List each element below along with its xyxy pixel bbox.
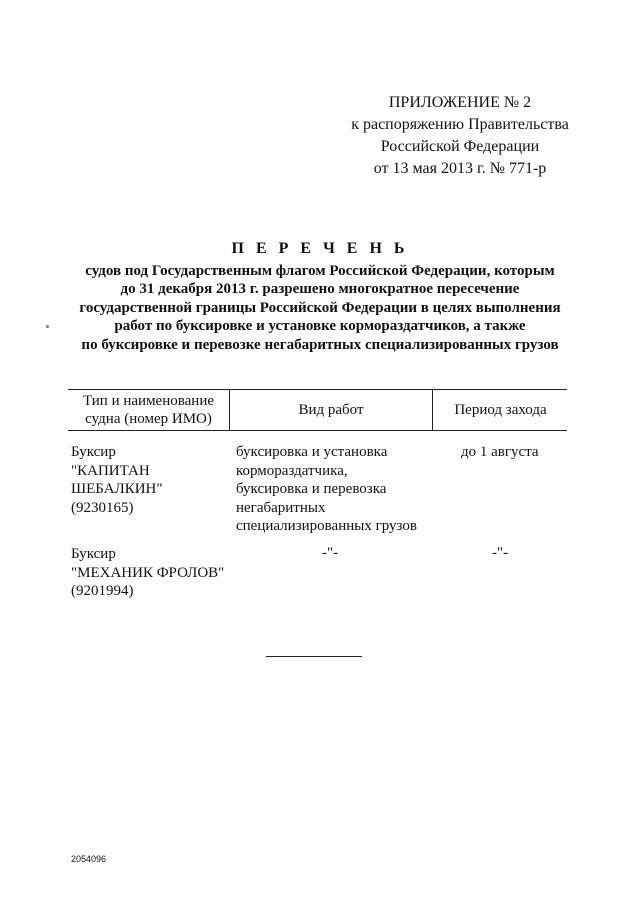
column-header-vessel-line2: судна (номер ИМО) bbox=[85, 411, 212, 427]
column-header-vessel-line1: Тип и наименование bbox=[82, 393, 214, 409]
margin-mark bbox=[46, 325, 49, 328]
title-line-4: работ по буксировке и установке кормораздатчиков, а также bbox=[114, 318, 526, 334]
ditto-mark-work: -"- bbox=[322, 545, 339, 561]
work-line: негабаритных bbox=[236, 499, 326, 516]
work-line: буксировка и установка bbox=[236, 444, 388, 460]
period-value: до 1 августа bbox=[461, 444, 539, 460]
table-top-rule bbox=[68, 389, 567, 390]
work-line: буксировка и перевозка bbox=[236, 481, 387, 497]
column-header-vessel bbox=[70, 392, 227, 428]
table-header-rule bbox=[68, 430, 567, 431]
document-number: 2054096 bbox=[71, 854, 107, 864]
vessel-imo: (9230165) bbox=[71, 499, 134, 516]
work-line: кормораздатчика, bbox=[236, 462, 348, 479]
table-row bbox=[71, 443, 163, 517]
vessel-type: Буксир bbox=[71, 444, 116, 460]
annex-header bbox=[330, 92, 590, 180]
vessel-imo: (9201994) bbox=[71, 583, 134, 599]
title-heading: П Е Р Е Ч Е Н Ь bbox=[231, 240, 409, 257]
document-title bbox=[60, 240, 580, 354]
table-row bbox=[71, 545, 224, 601]
column-header-work: Вид работ bbox=[298, 402, 364, 418]
title-line-2: до 31 декабря 2013 г. разрешено многократное пересечение bbox=[120, 281, 520, 297]
vessel-type: Буксир bbox=[71, 546, 116, 562]
annex-line-date: от 13 мая 2013 г. № 771-р bbox=[373, 160, 547, 177]
annex-line-federation: Российской Федерации bbox=[380, 138, 540, 155]
title-line-3: государственной границы Российской Федерации в целях выполнения bbox=[79, 299, 561, 316]
table-column-divider bbox=[432, 389, 433, 431]
table-column-divider bbox=[229, 389, 230, 431]
title-line-5: по буксировке и перевозке негабаритных специализированных грузов bbox=[81, 336, 559, 353]
work-line: специализированных грузов bbox=[236, 518, 417, 534]
annex-title: ПРИЛОЖЕНИЕ № 2 bbox=[388, 94, 532, 111]
vessel-name-line1: "МЕХАНИК ФРОЛОВ" bbox=[71, 564, 225, 581]
column-header-period: Период захода bbox=[454, 402, 547, 418]
vessel-name-line2: ШЕБАЛКИН" bbox=[71, 481, 163, 497]
end-separator-line bbox=[266, 656, 362, 657]
title-line-1: судов под Государственным флагом Российской Федерации, которым bbox=[85, 262, 555, 279]
ditto-mark-period: -"- bbox=[492, 545, 509, 561]
work-description bbox=[236, 443, 417, 536]
annex-line-order: к распоряжению Правительства bbox=[351, 116, 569, 133]
vessel-name-line1: "КАПИТАН bbox=[71, 462, 150, 479]
